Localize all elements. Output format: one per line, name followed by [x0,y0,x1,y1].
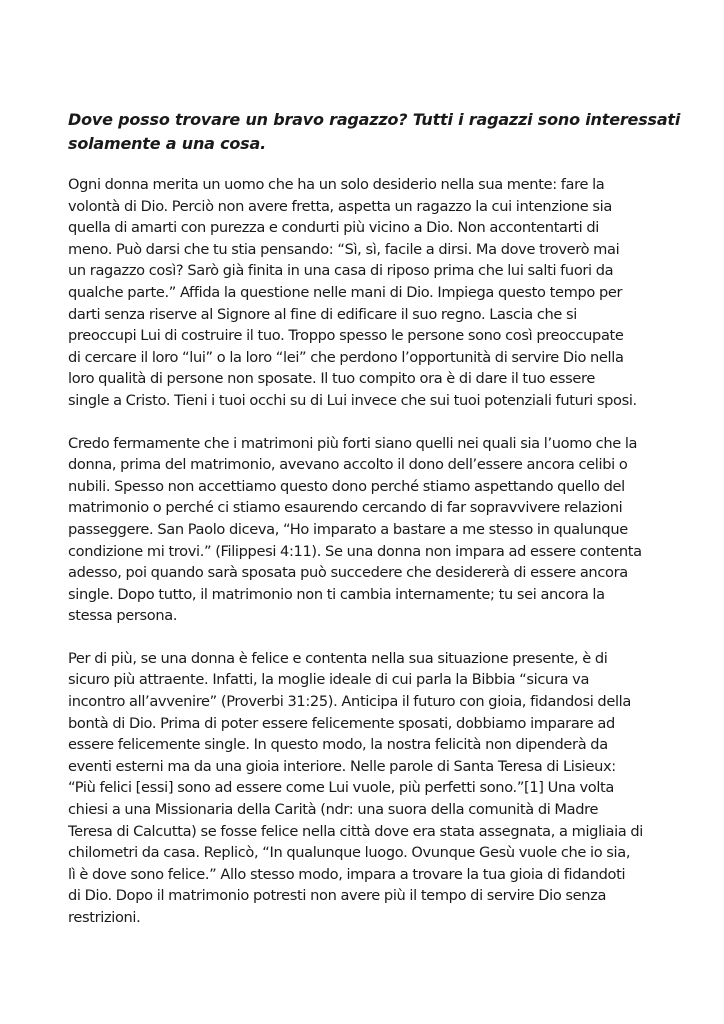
text-line: chilometri da casa. Replicò, “In qualunque luogo. Ovunque Gesù vuole che io sia, [68,844,631,862]
text-line: preoccupi Lui di costruire il tuo. Troppo spesso le persone sono così preoccupate [68,327,624,345]
text-line: quella di amarti con purezza e condurti più vicino a Dio. Non accontentarti di [68,219,599,237]
text-line: volontà di Dio. Perciò non avere fretta, aspetta un ragazzo la cui intenzione sia [68,197,612,215]
text-line: lì è dove sono felice.” Allo stesso modo, impara a trovare la tua gioia di fidandoti [68,865,626,883]
paragraph-3 [68,648,660,929]
text-line: sicuro più attraente. Infatti, la moglie ideale di cui parla la Bibbia “sicura va [68,671,590,689]
text-line: incontro all’avvenire” (Proverbi 31:25). Anticipa il futuro con gioia, fidandosi della [68,693,631,711]
heading-line: solamente a una cosa. [68,134,266,153]
text-line: bontà di Dio. Prima di poter essere felicemente sposati, dobbiamo imparare ad [68,714,615,732]
text-line: loro qualità di persone non sposate. Il tuo compito ora è di dare il tuo essere [68,370,595,388]
text-line: un ragazzo così? Sarò già finita in una casa di riposo prima che lui salti fuori da [68,262,614,280]
paragraph-1 [68,174,660,412]
text-line: meno. Può darsi che tu stia pensando: “Sì, sì, facile a dirsi. Ma dove troverò mai [68,240,620,258]
text-line: adesso, poi quando sarà sposata può succedere che desidererà di essere ancora [68,564,628,582]
text-line: “Più felici [essi] sono ad essere come Lui vuole, più perfetti sono.”[1] Una volta [68,779,614,797]
text-line: donna, prima del matrimonio, avevano accolto il dono dell’essere ancora celibi o [68,456,628,474]
text-line: essere felicemente single. In questo modo, la nostra felicità non dipenderà da [68,736,608,754]
document-page [68,108,681,950]
text-line: di cercare il loro “lui” o la loro “lei” che perdono l’opportunità di servire Dio nella [68,348,624,366]
heading-line: Dove posso trovare un bravo ragazzo? Tutti i ragazzi sono interessati [68,110,681,129]
text-line: condizione mi trovi.” (Filippesi 4:11). Se una donna non impara ad essere contenta [68,542,642,560]
text-line: stessa persona. [68,607,178,625]
text-line: eventi esterni ma da una gioia interiore. Nelle parole di Santa Teresa di Lisieux: [68,757,616,775]
text-line: Credo fermamente che i matrimoni più forti siano quelli nei quali sia l’uomo che la [68,434,638,452]
text-line: chiesi a una Missionaria della Carità (ndr: una suora della comunità di Madre [68,801,599,819]
document-heading [68,108,681,156]
text-line: darti senza riserve al Signore al fine di edificare il suo regno. Lascia che si [68,305,578,323]
text-line: single. Dopo tutto, il matrimonio non ti cambia internamente; tu sei ancora la [68,585,605,603]
text-line: Ogni donna merita un uomo che ha un solo desiderio nella sua mente: fare la [68,176,605,193]
text-line: single a Cristo. Tieni i tuoi occhi su di Lui invece che sui tuoi potenziali futuri sposi. [68,391,637,409]
text-line: di Dio. Dopo il matrimonio potresti non avere più il tempo di servire Dio senza [68,887,607,905]
text-line: passeggere. San Paolo diceva, “Ho imparato a bastare a me stesso in qualunque [68,520,628,538]
text-line: restrizioni. [68,909,141,926]
text-line: matrimonio o perché ci stiamo esaurendo cercando di far sopravvivere relazioni [68,499,623,517]
text-line: nubili. Spesso non accettiamo questo dono perché stiamo aspettando quello del [68,477,625,495]
text-line: qualche parte.” Affida la questione nelle mani di Dio. Impiega questo tempo per [68,283,623,301]
paragraph-2 [68,433,660,627]
text-line: Per di più, se una donna è felice e contenta nella sua situazione presente, è di [68,649,608,667]
text-line: Teresa di Calcutta) se fosse felice nella città dove era stata assegnata, a migliaia di [68,822,643,840]
